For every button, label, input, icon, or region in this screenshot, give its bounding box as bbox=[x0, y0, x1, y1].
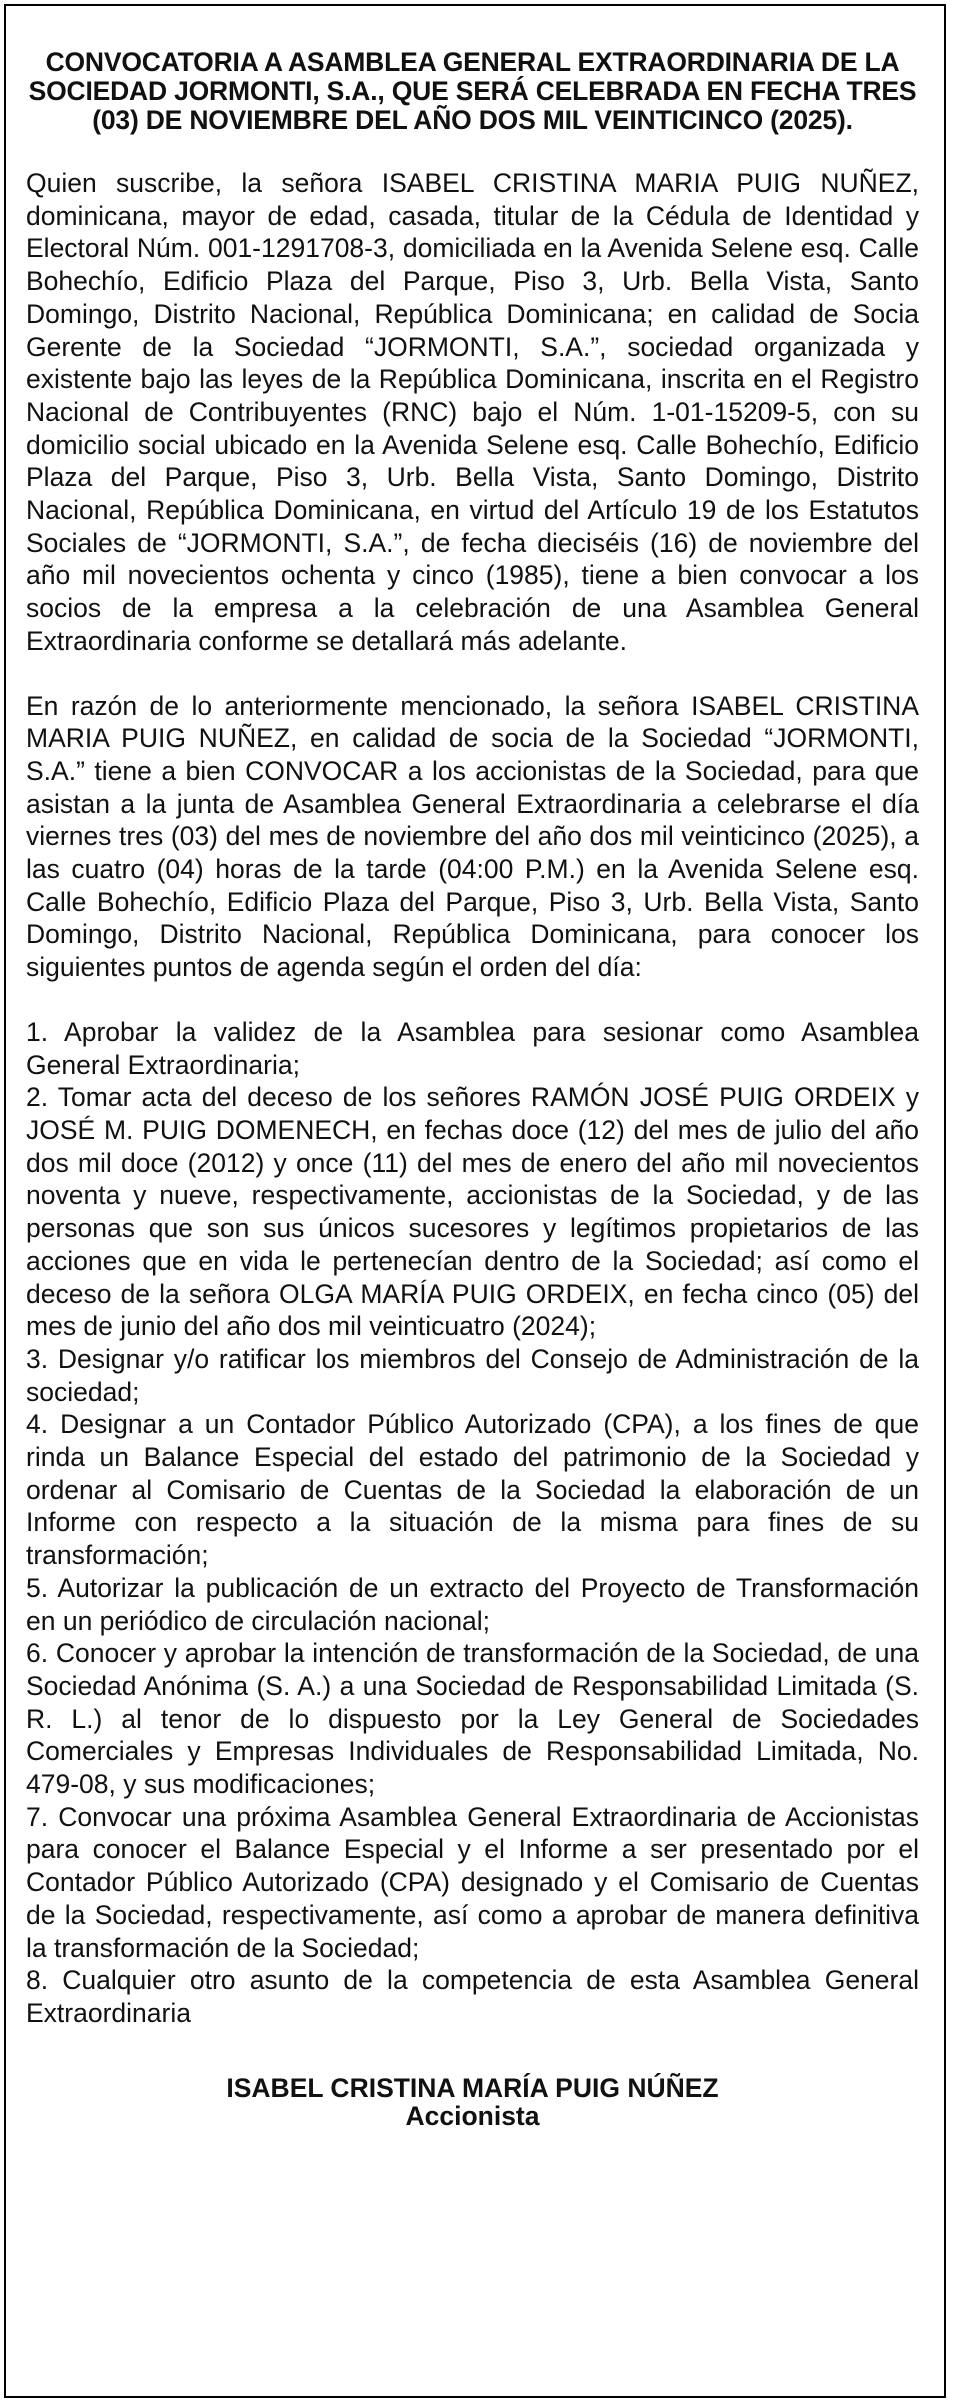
convocation-paragraph: En razón de lo anteriormente mencionado, la señora ISABEL CRISTINA MARIA PUIG NUÑEZ, en calidad de socia de la Sociedad “JORMONTI, S.A.” tiene a bien CONVOCAR a los accionistas de la Sociedad, para que asistan a la junta de Asamblea General Extraordinaria a celebrarse el día viernes tres (03) del mes de noviembre del año dos mil veinticinco (2025), a las cuatro (04) horas de la tarde (04:00 P.M.) en la Avenida Selene esq. Calle Bohechío, Edificio Plaza del Parque, Piso 3, Urb. Bella Vista, Santo Domingo, Distrito Nacional, República Dominicana, para conocer los siguientes puntos de agenda según el orden del día: bbox=[26, 690, 919, 983]
signatory-name: ISABEL CRISTINA MARÍA PUIG NÚÑEZ bbox=[226, 2072, 719, 2103]
signatory-role: Accionista bbox=[405, 2100, 540, 2131]
agenda-item: 4. Designar a un Contador Público Autorizado (CPA), a los fines de que rinda un Balance Especial del estado del patrimonio de la Sociedad y ordenar al Comisario de Cuentas de la Sociedad la elaboración de un Informe con respecto a la situación de la misma para fines de su transformación; bbox=[26, 1409, 919, 1571]
notice-body bbox=[26, 48, 919, 2130]
notice-title: CONVOCATORIA A ASAMBLEA GENERAL EXTRAORDINARIA DE LA SOCIEDAD JORMONTI, S.A., QUE SERÁ CELEBRADA EN FECHA TRES (03) DE NOVIEMBRE DEL AÑO DOS MIL VEINTICINCO (2025). bbox=[28, 47, 917, 135]
agenda-item: 2. Tomar acta del deceso de los señores RAMÓN JOSÉ PUIG ORDEIX y JOSÉ M. PUIG DOMENECH, en fechas doce (12) del mes de julio del año dos mil doce (2012) y once (11) del mes de enero del año mil novecientos noventa y nueve, respectivamente, accionistas de la Sociedad, y de las personas que son sus únicos sucesores y legítimos propietarios de las acciones que en vida le pertenecían dentro de la Sociedad; así como el deceso de la señora OLGA MARÍA PUIG ORDEIX, en fecha cinco (05) del mes de junio del año dos mil veinticuatro (2024); bbox=[26, 1082, 919, 1342]
intro-paragraph: Quien suscribe, la señora ISABEL CRISTINA MARIA PUIG NUÑEZ, dominicana, mayor de edad, casada, titular de la Cédula de Identidad y Electoral Núm. 001-1291708-3, domiciliada en la Avenida Selene esq. Calle Bohechío, Edificio Plaza del Parque, Piso 3, Urb. Bella Vista, Santo Domingo, Distrito Nacional, República Dominicana; en calidad de Socia Gerente de la Sociedad “JORMONTI, S.A.”, sociedad organizada y existente bajo las leyes de la República Dominicana, inscrita en el Registro Nacional de Contribuyentes (RNC) bajo el Núm. 1-01-15209-5, con su domicilio social ubicado en la Avenida Selene esq. Calle Bohechío, Edificio Plaza del Parque, Piso 3, Urb. Bella Vista, Santo Domingo, Distrito Nacional, República Dominicana, en virtud del Artículo 19 de los Estatutos Sociales de “JORMONTI, S.A.”, de fecha dieciséis (16) de noviembre del año mil novecientos ochenta y cinco (1985), tiene a bien convocar a los socios de la empresa a la celebración de una Asamblea General Extraordinaria conforme se detallará más adelante. bbox=[26, 168, 919, 656]
agenda-item: 1. Aprobar la validez de la Asamblea para sesionar como Asamblea General Extraordinaria; bbox=[26, 1016, 919, 1080]
agenda-item: 5. Autorizar la publicación de un extracto del Proyecto de Transformación en un periódico de circulación nacional; bbox=[26, 1572, 919, 1636]
agenda-item: 3. Designar y/o ratificar los miembros del Consejo de Administración de la sociedad; bbox=[26, 1343, 919, 1407]
signature-block bbox=[26, 2074, 919, 2130]
agenda-item: 6. Conocer y aprobar la intención de transformación de la Sociedad, de una Sociedad Anónima (S. A.) a una Sociedad de Responsabilidad Limitada (S. R. L.) al tenor de lo dispuesto por la Ley General de Sociedades Comerciales y Empresas Individuales de Responsabilidad Limitada, No. 479-08, y sus modificaciones; bbox=[26, 1638, 919, 1800]
agenda-item: 7. Convocar una próxima Asamblea General Extraordinaria de Accionistas para conocer el Balance Especial y el Informe a ser presentado por el Contador Público Autorizado (CPA) designado y el Comisario de Cuentas de la Sociedad, respectivamente, así como a aprobar de manera definitiva la transformación de la Sociedad; bbox=[26, 1801, 919, 1963]
agenda-item: 8. Cualquier otro asunto de la competencia de esta Asamblea General Extraordinaria bbox=[26, 1965, 919, 2028]
agenda-list bbox=[26, 1016, 919, 2030]
